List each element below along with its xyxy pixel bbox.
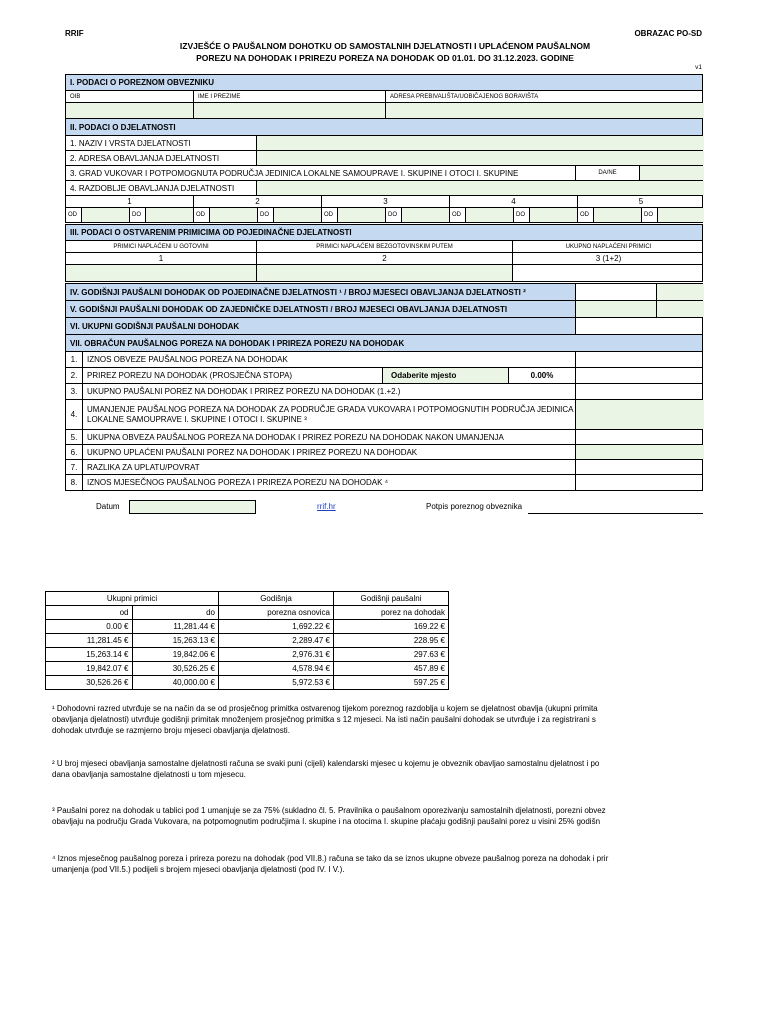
footnote-3-line: ³ Paušalni porez na dohodak u tablici pod 1 umanjuje se za 75% (sukladno čl. 5. Pravilnika o paušalnom oporezivanju samostalnih djelatnosti, porezni obvez bbox=[52, 806, 606, 815]
period-4-do-input[interactable] bbox=[530, 208, 578, 222]
receipts-labels bbox=[65, 241, 703, 253]
period-numbers bbox=[65, 196, 703, 208]
calc-row-num: 2. bbox=[66, 368, 83, 383]
calc-row-3 bbox=[65, 384, 703, 400]
period-5-do-label: DO bbox=[642, 208, 658, 222]
section-7-title: VII. OBRAČUN PAUŠALNOG POREZA NA DOHODAK I PRIREZA POREZU NA DOHODAK bbox=[70, 338, 405, 348]
section-2-title: II. PODACI O DJELATNOSTI bbox=[70, 122, 176, 132]
fee-header-od: od bbox=[46, 606, 133, 620]
footnote-3 bbox=[52, 805, 692, 827]
cash-num: 1 bbox=[66, 253, 257, 264]
fee-cell-base: 4,578.94 € bbox=[219, 662, 334, 676]
calc-row-label: RAZLIKA ZA UPLATU/POVRAT bbox=[83, 460, 576, 474]
fee-table-header-2 bbox=[46, 606, 449, 620]
period-5-od-label: OD bbox=[578, 208, 594, 222]
cash-label: PRIMICI NAPLAĆENI U GOTOVINI bbox=[66, 241, 257, 252]
footnote-1-line: ¹ Dohodovni razred utvrđuje se na način da se od prosječnog primitka ostvarenog tijekom poreznog razdoblja u kojem se djelatnost obavlja (ukupni primita bbox=[52, 704, 598, 713]
section-6-row bbox=[65, 318, 703, 335]
section-5-row bbox=[65, 301, 703, 318]
period-1-od-label: OD bbox=[66, 208, 82, 222]
yes-no-input[interactable] bbox=[640, 166, 704, 180]
footnote-3-line: obavljaju na području Grada Vukovara, na potpomognutim područjima I. skupine i na otocima I. skupine plaćaju godišnji paušalni porez u visini 25% godišn bbox=[52, 817, 601, 826]
calc-row-num: 3. bbox=[66, 384, 83, 399]
period-3-do-label: DO bbox=[386, 208, 402, 222]
calc-row-value bbox=[576, 384, 704, 399]
noncash-num: 2 bbox=[257, 253, 513, 264]
receipts-inputs bbox=[65, 265, 703, 282]
fee-table-row bbox=[46, 676, 449, 690]
fee-cell-od: 19,842.07 € bbox=[46, 662, 133, 676]
period-3-num: 3 bbox=[322, 196, 450, 207]
period-3-do-input[interactable] bbox=[402, 208, 450, 222]
cash-input[interactable] bbox=[66, 265, 257, 281]
calc-row-6 bbox=[65, 445, 703, 460]
footnote-4-line: ⁴ Iznos mjesečnog paušalnog poreza i prireza porezu na dohodak (pod VII.8.) računa se tako da se iznos ukupne obveze paušalnog poreza na dohodak i prir bbox=[52, 854, 609, 863]
section-4-title: IV. GODIŠNJI PAUŠALNI DOHODAK OD POJEDINAČNE DJELATNOSTI ¹ / BROJ MJESECI OBAVLJANJA DJELATNOSTI ² bbox=[66, 284, 576, 300]
period-3-od-label: OD bbox=[322, 208, 338, 222]
surtax-rate: 0.00% bbox=[509, 368, 576, 383]
vukovar-row bbox=[65, 166, 703, 181]
footnote-1-line: obavljanja djelatnosti) utvrđuje godišnji primitak množenjem prosječnog primitka s 12 mjeseci. Na isti način paušalni dohodak se utvrđuje i za registrirani s bbox=[52, 715, 596, 724]
period-1-do-input[interactable] bbox=[146, 208, 194, 222]
section-7-header bbox=[65, 335, 703, 352]
section-1-title: I. PODACI O POREZNOM OBVEZNIKU bbox=[70, 78, 215, 87]
fee-cell-do: 40,000.00 € bbox=[132, 676, 219, 690]
period-5-num: 5 bbox=[638, 197, 644, 206]
fee-cell-tax: 228.95 € bbox=[334, 634, 449, 648]
calc-row-label: IZNOS OBVEZE PAUŠALNOG POREZA NA DOHODAK bbox=[83, 352, 576, 367]
footnote-2-line: ² U broj mjeseci obavljanja samostalne djelatnosti računa se svaki puni (cijeli) kalendarski mjesec u kojemu je obveznik obavljao samostalnu djelatnost i po bbox=[52, 759, 600, 768]
fee-header-total: Ukupni primici bbox=[46, 592, 219, 606]
period-2-num: 2 bbox=[194, 196, 322, 207]
form-title bbox=[65, 40, 705, 64]
fee-cell-od: 0.00 € bbox=[46, 620, 133, 634]
receipts-numbers bbox=[65, 253, 703, 265]
fee-cell-base: 5,972.53 € bbox=[219, 676, 334, 690]
calc-row-label-line2: LOKALNE SAMOUPRAVE I. SKUPINE I OTOCI I. SKUPINE ³ bbox=[87, 415, 307, 424]
fee-cell-tax: 297.63 € bbox=[334, 648, 449, 662]
activity-address-label: 2. ADRESA OBAVLJANJA DJELATNOSTI bbox=[66, 151, 257, 165]
signature-label: Potpis poreznog obveznika bbox=[426, 502, 523, 511]
oib-label: OIB bbox=[66, 91, 194, 102]
calc-row-value bbox=[576, 475, 704, 490]
calc-row-label-line1: UMANJENJE PAUŠALNOG POREZA NA DOHODAK ZA PODRUČJE GRADA VUKOVARA I POTPOMOGNUTIH PODRUČJA JEDINICA bbox=[87, 405, 574, 414]
section-3-title: III. PODACI O OSTVARENIM PRIMICIMA OD POJEDINAČNE DJELATNOSTI bbox=[70, 228, 352, 237]
calc-row-label: PRIREZ POREZU NA DOHODAK (PROSJEČNA STOPA) bbox=[83, 368, 383, 383]
calc-row-8 bbox=[65, 475, 703, 491]
section-2-header bbox=[65, 119, 703, 136]
fee-table-row bbox=[46, 662, 449, 676]
period-1-od-input[interactable] bbox=[82, 208, 130, 222]
fee-header-base-2: porezna osnovica bbox=[219, 606, 334, 620]
fee-header-tax-2: porez na dohodak bbox=[334, 606, 449, 620]
period-5-od-input[interactable] bbox=[594, 208, 642, 222]
calc-row-1 bbox=[65, 352, 703, 368]
fee-cell-tax: 169.22 € bbox=[334, 620, 449, 634]
activity-address-row bbox=[65, 151, 703, 166]
footnote-2-line: dana obavljanja samostalne djelatnosti u tom mjesecu. bbox=[52, 770, 246, 779]
calc-row-label: UKUPNA OBVEZA PAUŠALNOG POREZA NA DOHODAK I PRIREZ POREZU NA DOHODAK NAKON UMANJENJA bbox=[83, 430, 576, 444]
calc-row-2 bbox=[65, 368, 703, 384]
section-5-title: V. GODIŠNJI PAUŠALNI DOHODAK OD ZAJEDNIČKE DJELATNOSTI / BROJ MJESECI OBAVLJANJA DJELATNOSTI bbox=[66, 301, 576, 317]
fee-header-base-1: Godišnja bbox=[219, 592, 334, 606]
name-label: IME I PREZIME bbox=[194, 91, 386, 102]
fee-cell-do: 30,526.25 € bbox=[132, 662, 219, 676]
activity-address-input[interactable] bbox=[257, 151, 704, 165]
fee-cell-od: 30,526.26 € bbox=[46, 676, 133, 690]
fee-cell-base: 2,976.31 € bbox=[219, 648, 334, 662]
title-line-2: POREZU NA DOHODAK I PRIREZU POREZA NA DOHODAK OD 01.01. DO 31.12.2023. GODINE bbox=[196, 53, 574, 63]
calc-row-value bbox=[576, 430, 704, 444]
period-4-od-label: OD bbox=[450, 208, 466, 222]
fee-cell-od: 15,263.14 € bbox=[46, 648, 133, 662]
calc-row-label: UKUPNO PAUŠALNI POREZ NA DOHODAK I PRIREZ POREZU NA DOHODAK (1.+2.) bbox=[83, 384, 576, 399]
fee-cell-base: 1,692.22 € bbox=[219, 620, 334, 634]
calc-row-value bbox=[576, 460, 704, 474]
section-6-value bbox=[576, 318, 704, 334]
noncash-input[interactable] bbox=[257, 265, 513, 281]
period-2-od-label: OD bbox=[194, 208, 210, 222]
fee-cell-tax: 597.25 € bbox=[334, 676, 449, 690]
period-4-do-label: DO bbox=[514, 208, 530, 222]
section-5-value[interactable] bbox=[576, 301, 657, 317]
calc-row-label: UKUPNO UPLAĆENI PAUŠALNI POREZ NA DOHODAK I PRIREZ POREZU NA DOHODAK bbox=[83, 445, 576, 459]
fee-table-row bbox=[46, 634, 449, 648]
yes-no-label: DA/NE bbox=[576, 166, 640, 180]
period-extra bbox=[257, 181, 704, 195]
vukovar-label: 3. GRAD VUKOVAR I POTPOMOGNUTA PODRUČJA JEDINICA LOKALNE SAMOUPRAVE I. SKUPINE I OTOCI I. SKUPINE bbox=[66, 166, 576, 180]
period-2-od-input[interactable] bbox=[210, 208, 258, 222]
section-1-inputs bbox=[65, 103, 703, 119]
section-3-header bbox=[65, 224, 703, 241]
rrif-link[interactable]: rrif.hr bbox=[317, 502, 336, 511]
title-line-1: IZVJEŠĆE O PAUŠALNOM DOHOTKU OD SAMOSTALNIH DJELATNOSTI I UPLAĆENOM PAUŠALNOM bbox=[179, 41, 591, 51]
address-input[interactable] bbox=[386, 103, 704, 118]
calc-row-num: 5. bbox=[66, 430, 83, 444]
calc-row-label bbox=[83, 400, 576, 429]
period-1-do-label: DO bbox=[130, 208, 146, 222]
fee-header-tax-1: Godišnji paušalni bbox=[334, 592, 449, 606]
fee-table bbox=[45, 591, 449, 690]
calc-row-num: 7. bbox=[66, 460, 83, 474]
fee-cell-do: 19,842.06 € bbox=[132, 648, 219, 662]
calc-row-num: 1. bbox=[66, 352, 83, 367]
period-5-do-input[interactable] bbox=[658, 208, 704, 222]
fee-cell-do: 11,281.44 € bbox=[132, 620, 219, 634]
calc-row-value[interactable] bbox=[576, 400, 704, 429]
period-1-num: 1 bbox=[66, 196, 194, 207]
place-select[interactable]: Odaberite mjesto bbox=[383, 368, 509, 383]
fee-cell-od: 11,281.45 € bbox=[46, 634, 133, 648]
calc-row-value bbox=[576, 368, 704, 383]
fee-cell-do: 15,263.13 € bbox=[132, 634, 219, 648]
total-num: 3 (1+2) bbox=[595, 254, 622, 263]
section-5-months[interactable] bbox=[657, 301, 704, 317]
name-input[interactable] bbox=[194, 103, 386, 118]
period-2-do-input[interactable] bbox=[274, 208, 322, 222]
calc-row-4 bbox=[65, 400, 703, 430]
section-1-header bbox=[65, 74, 703, 91]
calc-row-num: 4. bbox=[66, 400, 83, 429]
activity-name-row bbox=[65, 136, 703, 151]
activity-name-label: 1. NAZIV I VRSTA DJELATNOSTI bbox=[66, 136, 257, 150]
footnote-4 bbox=[52, 853, 692, 875]
fee-table-row bbox=[46, 648, 449, 662]
date-label: Datum bbox=[96, 502, 120, 511]
footnote-2 bbox=[52, 758, 692, 780]
calc-row-value[interactable] bbox=[576, 445, 704, 459]
form-source: RRIF bbox=[65, 29, 84, 38]
section-4-row bbox=[65, 283, 703, 301]
footnote-1 bbox=[52, 703, 692, 736]
fee-cell-base: 2,289.47 € bbox=[219, 634, 334, 648]
period-row bbox=[65, 181, 703, 196]
section-1-labels bbox=[65, 91, 703, 103]
calc-row-num: 8. bbox=[66, 475, 83, 490]
period-3-od-input[interactable] bbox=[338, 208, 386, 222]
total-receipts-label: UKUPNO NAPLAĆENI PRIMICI bbox=[565, 243, 652, 250]
fee-cell-tax: 457.89 € bbox=[334, 662, 449, 676]
version-label: v1 bbox=[695, 64, 702, 71]
activity-name-input[interactable] bbox=[257, 136, 704, 150]
address-label: ADRESA PREBIVALIŠTA/UOBIČAJENOG BORAVIŠTA bbox=[390, 93, 539, 100]
footnote-4-line: umanjenja (pod VII.5.) podijeli s brojem mjeseci obavljanja djelatnosti (pod IV. I V.). bbox=[52, 865, 345, 874]
footnote-1-line: dohodak utvrđuje se razmjerno broju mjeseci obavljanja djelatnosti. bbox=[52, 726, 290, 735]
period-4-od-input[interactable] bbox=[466, 208, 514, 222]
total-receipts-value bbox=[513, 265, 704, 281]
period-dates bbox=[65, 208, 703, 223]
section-6-title: VI. UKUPNI GODIŠNJI PAUŠALNI DOHODAK bbox=[66, 318, 576, 334]
noncash-label: PRIMICI NAPLAĆENI BEZGOTOVINSKIM PUTEM bbox=[257, 241, 513, 252]
fee-table-row bbox=[46, 620, 449, 634]
calc-row-value bbox=[576, 352, 704, 367]
calc-row-5 bbox=[65, 430, 703, 445]
section-4-value bbox=[576, 284, 657, 300]
oib-input[interactable] bbox=[66, 103, 194, 118]
date-input[interactable] bbox=[129, 500, 256, 514]
calc-row-num: 6. bbox=[66, 445, 83, 459]
signature-line[interactable] bbox=[528, 513, 703, 514]
form-code: OBRAZAC PO-SD bbox=[634, 29, 702, 38]
calc-row-7 bbox=[65, 460, 703, 475]
period-2-do-label: DO bbox=[258, 208, 274, 222]
period-label: 4. RAZDOBLJE OBAVLJANJA DJELATNOSTI bbox=[66, 181, 257, 195]
calc-row-label: IZNOS MJESEČNOG PAUŠALNOG POREZA I PRIREZA POREZU NA DOHODAK ⁴ bbox=[83, 475, 576, 490]
fee-header-do: do bbox=[132, 606, 219, 620]
fee-table-header-1 bbox=[46, 592, 449, 606]
section-4-months[interactable] bbox=[657, 284, 704, 300]
period-4-num: 4 bbox=[450, 196, 578, 207]
